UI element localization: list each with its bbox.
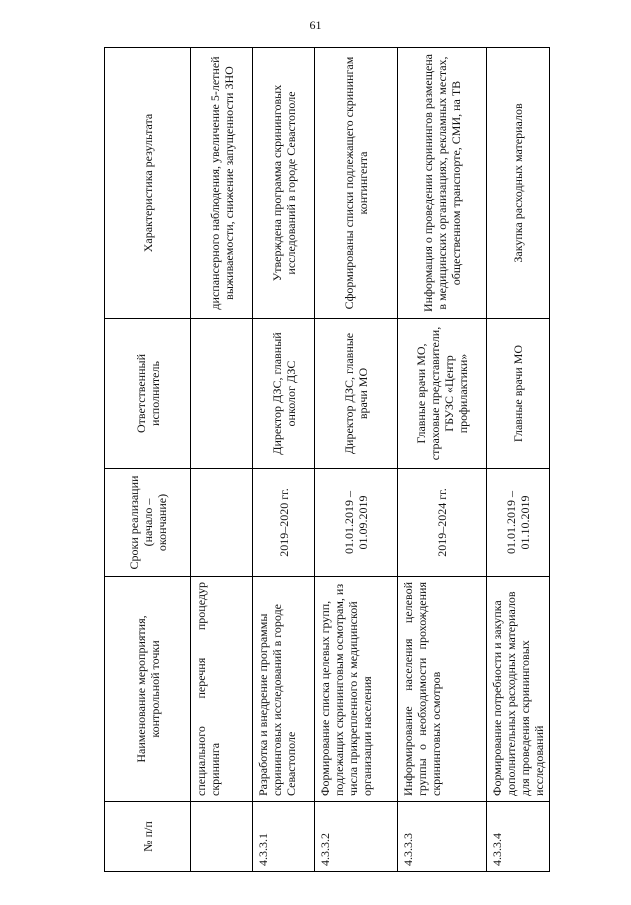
row-responsible [191, 319, 253, 469]
row-dates: 2019–2024 гг. [398, 469, 487, 577]
row-num [191, 802, 253, 872]
row-name: Формирование списка целевых групп, подлежащих скрининговым осмотрам, из числа прикрепленного к медицинской организации населения [315, 577, 398, 802]
table-row [315, 48, 398, 872]
table-row [191, 48, 253, 872]
table-row [487, 48, 550, 872]
row-dates: 01.01.2019 – 01.09.2019 [315, 469, 398, 577]
row-result: Сформированы списки подлежащего скринингам контингента [315, 48, 398, 319]
header-result: Характеристика результата [105, 48, 191, 319]
table-header-row [105, 48, 191, 872]
row-dates: 01.01.2019 – 01.10.2019 [487, 469, 550, 577]
header-dates: Сроки реализации (начало – окончание) [105, 469, 191, 577]
rotated-table-wrapper [104, 48, 546, 872]
row-responsible: Главные врачи МО, страховые представители, ГБУЗС «Центр профилактики» [398, 319, 487, 469]
row-name: специального перечня процедур скрининга [191, 577, 253, 802]
row-responsible: Главные врачи МО [487, 319, 550, 469]
row-num: 4.3.3.4 [487, 802, 550, 872]
row-num: 4.3.3.2 [315, 802, 398, 872]
row-dates: 2019–2020 гг. [253, 469, 315, 577]
table-row [253, 48, 315, 872]
page-number: 61 [309, 18, 322, 32]
row-result: Закупка расходных материалов [487, 48, 550, 319]
row-name: Информирование населения целевой группы о необходимости прохождения скрининговых осмотров [398, 577, 487, 802]
row-name: Разработка и внедрение программы скрининговых исследований в городе Севастополе [253, 577, 315, 802]
header-name: Наименование мероприятия, контрольной точки [105, 577, 191, 802]
header-num: № п/п [105, 802, 191, 872]
row-dates [191, 469, 253, 577]
row-result: Утверждена программа скрининговых исследований в городе Севастополе [253, 48, 315, 319]
row-num: 4.3.3.1 [253, 802, 315, 872]
activities-table [104, 47, 550, 872]
row-responsible: Директор ДЗС, главные врачи МО [315, 319, 398, 469]
row-responsible: Директор ДЗС, главный онколог ДЗС [253, 319, 315, 469]
header-responsible: Ответственный исполнитель [105, 319, 191, 469]
row-result: Информация о проведении скринингов размещена в медицинских организациях, рекламных местах, общественном транспорте, СМИ, на ТВ [398, 48, 487, 319]
table-row [398, 48, 487, 872]
row-name: Формирование потребности и закупка дополнительных расходных материалов для проведения скрининговых исследований [487, 577, 550, 802]
row-num: 4.3.3.3 [398, 802, 487, 872]
row-result: диспансерного наблюдения, увеличение 5-летней выживаемости, снижение запущенности ЗНО [191, 48, 253, 319]
